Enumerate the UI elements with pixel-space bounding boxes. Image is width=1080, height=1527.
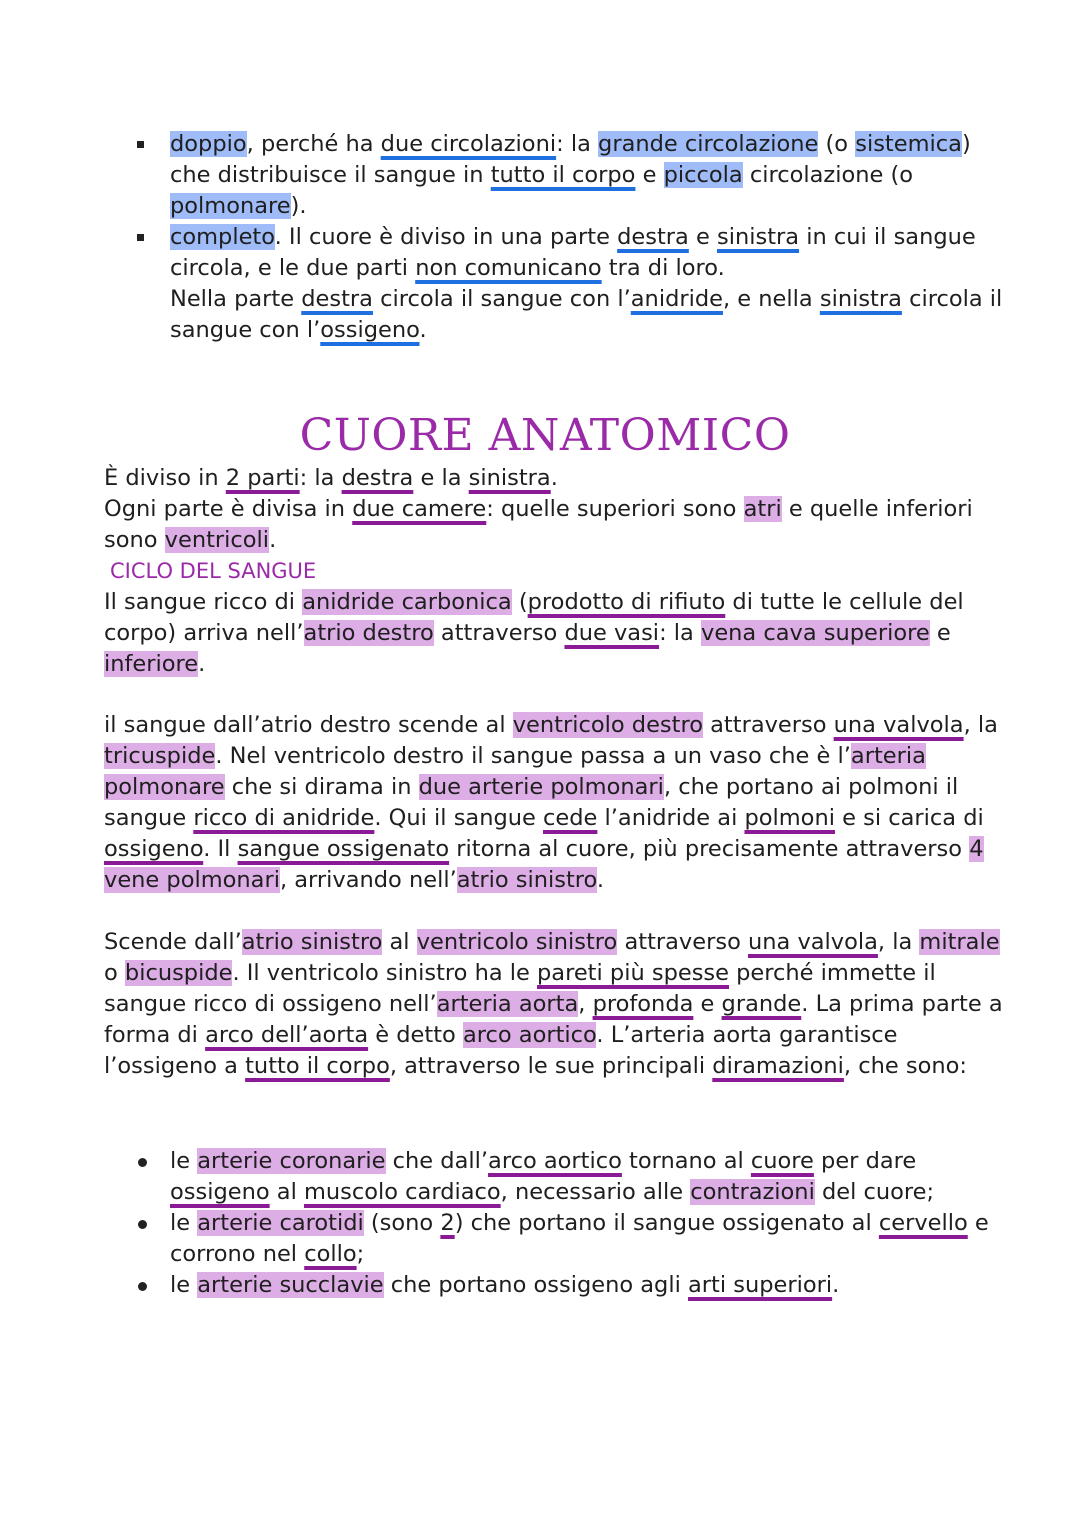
text-run: : la [556, 131, 599, 157]
underlined-term: non comunicano [415, 255, 602, 281]
underlined-term: ossigeno [170, 1179, 270, 1205]
text-run: e corrono nel [170, 1210, 989, 1267]
underlined-term: polmoni [744, 805, 835, 831]
text-run: . La prima parte a forma di [104, 991, 1003, 1048]
underlined-term: sinistra [468, 465, 551, 491]
text-run: , arrivando nell’ [279, 867, 457, 893]
highlighted-term: arteria polmonare [104, 743, 926, 800]
text-run: Ogni parte è divisa in [104, 496, 353, 522]
text-run: : quelle superiori sono [486, 496, 744, 522]
text-run: , che portano ai polmoni il sangue [104, 774, 959, 831]
text-run: . [550, 465, 558, 491]
text-run: . [596, 867, 605, 893]
text-run: attraverso [617, 929, 748, 955]
underlined-term: destra [301, 286, 373, 312]
list-item-completo [104, 222, 1004, 346]
highlighted-term: piccola [663, 162, 743, 188]
highlighted-term: sistemica [855, 131, 962, 157]
underlined-term: destra [617, 224, 689, 250]
highlighted-term: atrio destro [303, 620, 434, 646]
text-run: : la [659, 620, 701, 646]
highlighted-term: arterie succlavie [197, 1272, 384, 1298]
underlined-term: destra [341, 465, 414, 491]
text-run: . [419, 317, 427, 343]
highlighted-term: contrazioni [690, 1179, 815, 1205]
highlighted-term: inferiore [104, 651, 199, 677]
highlighted-term: tricuspide [104, 743, 216, 769]
text-run: , [578, 991, 593, 1017]
text-run: in cui il sangue circola, e le due parti [170, 224, 976, 281]
text-run: e [929, 620, 951, 646]
text-run: e la [413, 465, 469, 491]
list-item-carotidi [104, 1208, 1004, 1270]
text-run: al [382, 929, 417, 955]
text-run: tra di loro. [601, 255, 725, 281]
text-run: circola il sangue con l’ [372, 286, 631, 312]
text-run: le [170, 1210, 198, 1236]
text-run: e [688, 224, 717, 250]
text-run: . [198, 651, 206, 677]
cycle-paragraph-3 [104, 927, 1004, 1082]
underlined-term: arco dell’aorta [205, 1022, 369, 1048]
text-run: . Il cuore è diviso in una parte [274, 224, 618, 250]
highlighted-term: vena cava superiore [701, 620, 930, 646]
text-run: . L’arteria aorta garantisce l’ossigeno a [104, 1022, 898, 1079]
text-run: ) che distribuisce il sangue in [170, 131, 971, 188]
highlighted-term: 4 vene polmonari [104, 836, 984, 893]
highlighted-term: polmonare [170, 193, 291, 219]
underlined-term: cuore [750, 1148, 814, 1174]
page-title: CUORE ANATOMICO [299, 410, 791, 461]
highlighted-term: completo [170, 224, 275, 250]
underlined-term: sinistra [819, 286, 902, 312]
underlined-term: grande [721, 991, 802, 1017]
anatomy-paragraph [104, 463, 1004, 556]
text-run: : la [299, 465, 342, 491]
highlighted-term: arterie carotidi [197, 1210, 364, 1236]
underlined-term: diramazioni [712, 1053, 844, 1079]
text-run: . [269, 527, 277, 553]
cycle-paragraph-2 [104, 710, 1004, 896]
text-run: , la [963, 712, 998, 738]
text-run: ( [511, 589, 528, 615]
text-run: , necessario alle [500, 1179, 691, 1205]
underlined-term: cervello [878, 1210, 968, 1236]
text-run: È diviso in [104, 465, 226, 491]
text-run: , attraverso le sue principali [389, 1053, 713, 1079]
text-run: Il sangue ricco di [104, 589, 303, 615]
underlined-term: ossigeno [104, 836, 204, 862]
list-item-succlavie [104, 1270, 1004, 1301]
intro-list [104, 129, 1004, 346]
text-run: . [832, 1272, 840, 1298]
text-run: attraverso [702, 712, 834, 738]
text-run: . Qui il sangue [374, 805, 544, 831]
highlighted-term: doppio [170, 131, 247, 157]
cycle-title: CICLO DEL SANGUE [110, 559, 317, 583]
text-run: le [170, 1272, 198, 1298]
text-run: tornano al [621, 1148, 751, 1174]
highlighted-term: atri [743, 496, 782, 522]
underlined-term: arco aortico [488, 1148, 622, 1174]
text-run: ). [290, 193, 307, 219]
underlined-term: ricco di anidride [193, 805, 375, 831]
cycle-paragraph-1 [104, 587, 1004, 680]
underlined-term: cede [543, 805, 598, 831]
highlighted-term: bicuspide [124, 960, 233, 986]
underlined-term: sinistra [717, 224, 800, 250]
text-run: ) che portano il sangue ossigenato al [454, 1210, 879, 1236]
underlined-term: tutto il corpo [490, 162, 636, 188]
underlined-term: collo [304, 1241, 357, 1267]
anatomy-section [104, 463, 1004, 680]
underlined-term: due vasi [564, 620, 660, 646]
text-run: . Nel ventricolo destro il sangue passa a un vaso che è l’ [215, 743, 851, 769]
text-run: (sono [363, 1210, 441, 1236]
text-run: circolazione (o [742, 162, 914, 188]
underlined-term: due circolazioni [380, 131, 557, 157]
text-run: Scende dall’ [104, 929, 242, 955]
text-run: Nella parte [170, 286, 302, 312]
text-run: e [693, 991, 722, 1017]
underlined-term: una valvola [833, 712, 964, 738]
underlined-term: due camere [352, 496, 487, 522]
highlighted-term: due arterie polmonari [418, 774, 664, 800]
underlined-term: profonda [592, 991, 694, 1017]
text-run: , la [877, 929, 920, 955]
underlined-term: sangue ossigenato [237, 836, 450, 862]
underlined-term: prodotto di rifiuto [527, 589, 726, 615]
text-run: che portano ossigeno agli [383, 1272, 688, 1298]
text-run: che dall’ [385, 1148, 489, 1174]
text-run: di tutte le cellule del corpo) arriva nell’ [104, 589, 964, 646]
text-run: (o [818, 131, 856, 157]
highlighted-term: atrio sinistro [456, 867, 597, 893]
text-run: . Il [203, 836, 238, 862]
underlined-term: arti superiori [687, 1272, 833, 1298]
text-run: è detto [368, 1022, 463, 1048]
highlighted-term: ventricolo sinistro [416, 929, 618, 955]
underlined-term: ossigeno [320, 317, 420, 343]
highlighted-term: ventricoli [164, 527, 270, 553]
highlighted-term: grande circolazione [598, 131, 819, 157]
text-run: e quelle inferiori sono [104, 496, 973, 553]
text-run: del cuore; [814, 1179, 935, 1205]
underlined-term: tutto il corpo [245, 1053, 390, 1079]
text-run: perché immette il sangue ricco di ossigeno nell’ [104, 960, 936, 1017]
text-run: ; [356, 1241, 365, 1267]
highlighted-term: arco aortico [462, 1022, 597, 1048]
text-run: circola il sangue con l’ [170, 286, 1003, 343]
text-run: l’anidride ai [597, 805, 745, 831]
text-run: . Il ventricolo sinistro ha le [232, 960, 538, 986]
text-run: per dare [813, 1148, 917, 1174]
text-run: attraverso [433, 620, 565, 646]
text-run: , perché ha [246, 131, 381, 157]
list-item-doppio [104, 129, 1004, 222]
text-run: e [635, 162, 664, 188]
text-run: , che sono: [843, 1053, 967, 1079]
highlighted-term: anidride carbonica [302, 589, 512, 615]
highlighted-term: arterie coronarie [197, 1148, 386, 1174]
text-run: che si dirama in [224, 774, 419, 800]
highlighted-term: atrio sinistro [241, 929, 383, 955]
text-run: al [269, 1179, 304, 1205]
highlighted-term: ventricolo destro [512, 712, 703, 738]
text-run: le [170, 1148, 198, 1174]
text-run: , e nella [722, 286, 820, 312]
underlined-term: muscolo cardiaco [303, 1179, 501, 1205]
list-item-coronarie [104, 1146, 1004, 1208]
underlined-term: una valvola [747, 929, 878, 955]
underlined-term: 2 [440, 1210, 455, 1236]
text-run: e si carica di [834, 805, 984, 831]
underlined-term: pareti più spesse [537, 960, 729, 986]
underlined-term: anidride [630, 286, 723, 312]
text-run: ritorna al cuore, più precisamente attraverso [449, 836, 970, 862]
underlined-term: 2 parti [225, 465, 300, 491]
highlighted-term: mitrale [919, 929, 1000, 955]
text-run: il sangue dall’atrio destro scende al [104, 712, 513, 738]
highlighted-term: arteria aorta [436, 991, 579, 1017]
branches-list [104, 1146, 1004, 1301]
text-run: o [104, 960, 125, 986]
